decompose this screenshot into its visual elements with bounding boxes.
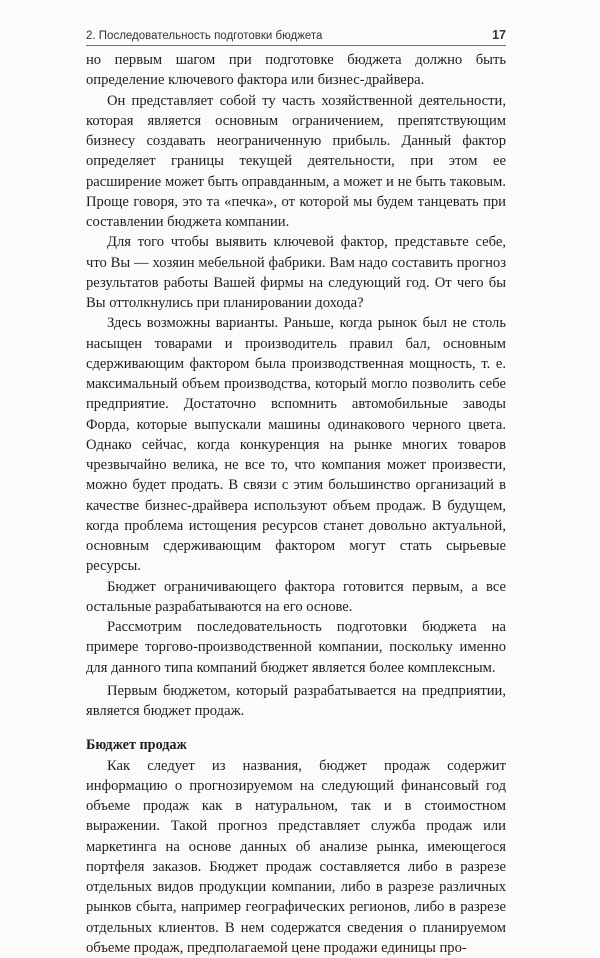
section-heading: Бюджет продаж	[86, 735, 506, 755]
header-divider	[86, 45, 506, 46]
paragraph: Бюджет ограничивающего фактора готовится первым, а все остальные разрабатываются на его основе.	[86, 577, 506, 618]
section-paragraph: Как следует из названия, бюджет продаж содержит информацию о прогнозируемом на следующий финансовый год объеме продаж как в натуральном, так и в стоимостном выражении. Такой прогноз представляет служба продаж или маркетинга на основе данных об анализе рынка, имеющегося портфеля заказов. Бюджет продаж составляется либо в разрезе отдельных видов продукции компании, либо в разрезе различных рынков сбыта, например географических регионов, либо в разрезе отдельных клиентов. В нем содержатся сведения о планируемом объеме продаж, предполагаемой цене продажи единицы про-	[86, 756, 506, 958]
running-header	[86, 28, 506, 42]
paragraph-continuation: но первым шагом при подготовке бюджета должно быть определение ключевого фактора или бизнес-драйвера.	[86, 50, 506, 91]
chapter-title: 2. Последовательность подготовки бюджета	[86, 30, 322, 42]
paragraph: Он представляет собой ту часть хозяйственной деятельности, которая является основным ограничением, препятствующим бизнесу создавать неограниченную прибыль. Данный фактор определяет границы текущей деятельности, при этом ее расширение может быть оправданным, а может и не быть таковым. Проще говоря, это та «печка», от которой мы будем танцевать при составлении бюджета компании.	[86, 91, 506, 233]
paragraph: Здесь возможны варианты. Раньше, когда рынок был не столь насыщен товарами и производитель правил бал, основным сдерживающим фактором была производственная мощность, т. е. максимальный объем производства, который могло позволить себе предприятие. Достаточно вспомнить автомобильные заводы Форда, которые выпускали машины одинакового черного цвета. Однако сейчас, когда конкуренция на рынке многих товаров чрезвычайно велика, не все то, что компания может произвести, можно будет продать. В связи с этим большинство организаций в качестве бизнес-драйвера используют объем продаж. В будущем, когда проблема истощения ресурсов станет довольно актуальной, основным сдерживающим фактором могут стать сырьевые ресурсы.	[86, 313, 506, 576]
paragraph: Первым бюджетом, который разрабатывается на предприятии, является бюджет продаж.	[86, 681, 506, 722]
paragraph: Для того чтобы выявить ключевой фактор, представьте себе, что Вы — хозяин мебельной фабрики. Вам надо составить прогноз результатов работы Вашей фирмы на следующий год. От чего бы Вы оттолкнулись при планировании дохода?	[86, 232, 506, 313]
page-number: 17	[492, 28, 506, 42]
paragraph: Рассмотрим последовательность подготовки бюджета на примере торгово-производственной компании, поскольку именно для данного типа компаний бюджет является более комплексным.	[86, 617, 506, 678]
body-text	[86, 50, 506, 958]
